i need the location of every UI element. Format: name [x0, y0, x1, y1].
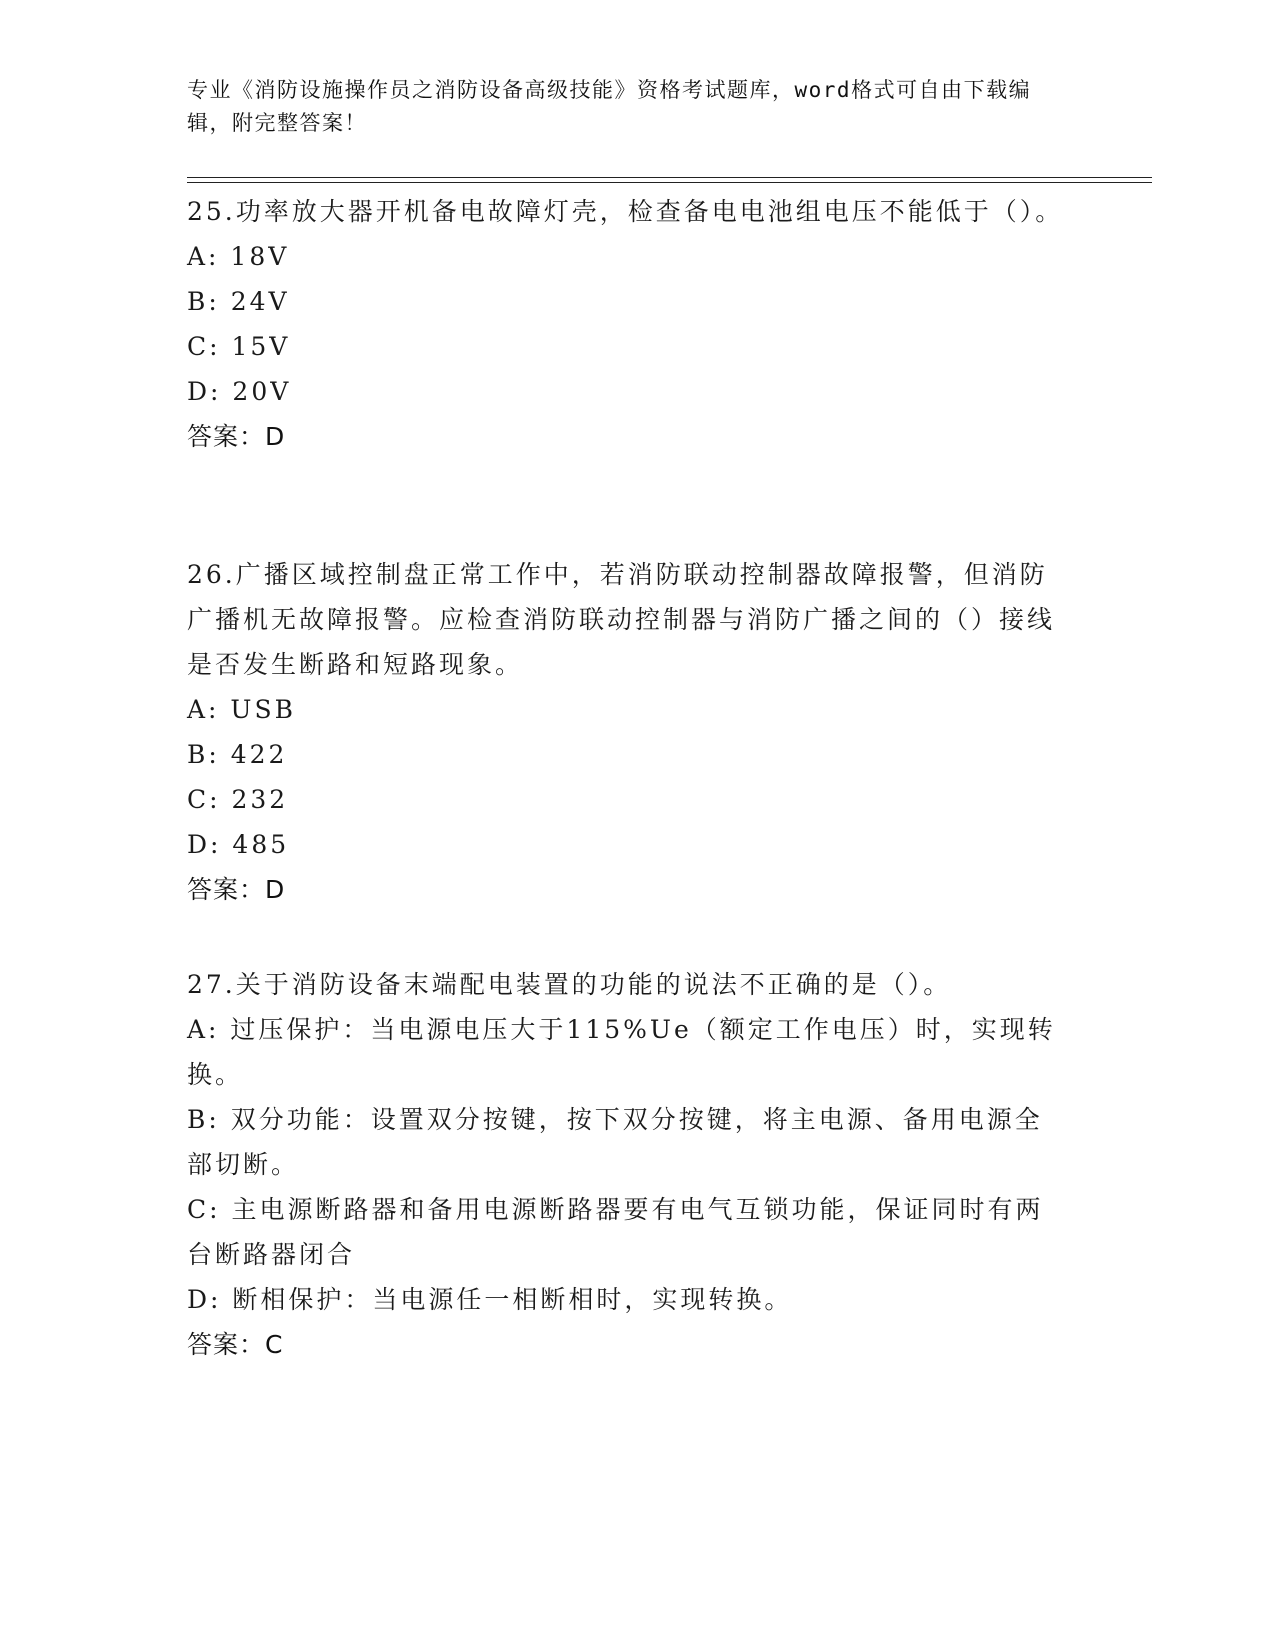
option-d: D: 20V: [187, 377, 292, 406]
option-a: A: 18V: [187, 242, 290, 271]
option-c: C: 主电源断路器和备用电源断路器要有电气互锁功能，保证同时有两台断路器闭合: [187, 1195, 1044, 1269]
question-25: [187, 189, 1067, 459]
option-d: D: 断相保护：当电源任一相断相时，实现转换。: [187, 1285, 793, 1314]
answer: 答案：C: [187, 1330, 284, 1359]
option-d: D: 485: [187, 830, 290, 859]
answer: 答案：D: [187, 875, 286, 904]
option-a: A: USB: [187, 695, 296, 724]
header-intro: 专业《消防设施操作员之消防设备高级技能》资格考试题库，word格式可自由下载编辑，附完整答案！: [187, 78, 1032, 135]
question-26: [187, 552, 1067, 912]
question-stem: 27.关于消防设备末端配电装置的功能的说法不正确的是（）。: [187, 970, 952, 999]
option-c: C: 15V: [187, 332, 291, 361]
question-stem: 26.广播区域控制盘正常工作中，若消防联动控制器故障报警，但消防广播机无故障报警。应检查消防联动控制器与消防广播之间的（）接线是否发生断路和短路现象。: [187, 560, 1056, 679]
option-b: B: 422: [187, 740, 288, 769]
header-rule-bottom: [187, 182, 1152, 183]
question-27: [187, 962, 1067, 1367]
option-b: B: 双分功能：设置双分按键，按下双分按键，将主电源、备用电源全部切断。: [187, 1105, 1043, 1179]
option-a: A: 过压保护：当电源电压大于115%Ue（额定工作电压）时，实现转换。: [187, 1015, 1056, 1089]
question-stem: 25.功率放大器开机备电故障灯壳，检查备电电池组电压不能低于（）。: [187, 197, 1064, 226]
header-rule-top: [187, 177, 1152, 178]
option-c: C: 232: [187, 785, 289, 814]
answer: 答案：D: [187, 422, 286, 451]
option-b: B: 24V: [187, 287, 290, 316]
